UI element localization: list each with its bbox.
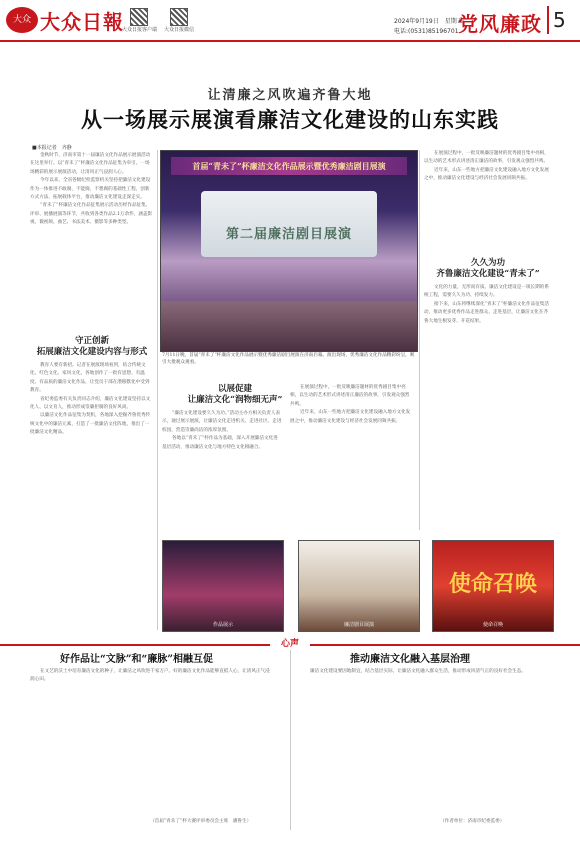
stage-floor [161, 301, 417, 351]
bottom-left-title: 好作品让“文脉”和“廉脉”相融互促 [60, 654, 214, 665]
photo-caption: 7月11日晚，首届“青未了”杯廉洁文化作品展示暨优秀廉洁剧目展演在济南启幕。演出现场，优秀廉洁文化作品精彩纷呈，吸引大批观众观看。 [162, 353, 415, 365]
article-byline: ■本报记者 齐静 [32, 145, 72, 151]
newspaper-brand: 大众日報 [40, 10, 124, 34]
left-column-text [30, 152, 154, 332]
bottom-right-sign [440, 818, 550, 828]
paragraph: 各地以“青未了”杯作品为基础，深入开展廉洁文化进基层活动，推动廉洁文化与地方特色文化相融合。 [162, 436, 278, 450]
paragraph: 以廉洁文化作品征集为契机，各地深入挖掘齐鲁优秀传统文化中的廉洁元素，打造了一批廉洁文化阵地，推出了一批廉洁文化精品。 [30, 413, 151, 436]
divider-label: 心声 [270, 637, 310, 651]
right-column-text [424, 150, 552, 258]
stage-banner: 首届“青未了”杯廉洁文化作品展示暨优秀廉洁剧目展演 [171, 157, 407, 175]
paragraph: 金秋时节，济南市第十一届廉洁文化作品展示展演活动在这里举行。以“青未了”杯廉洁文化作品征集为牵引，一场场精彩的展示展演活动，让清风正气浸润人心。 [30, 153, 151, 175]
bottom-left-sign [150, 818, 290, 828]
paragraph: 省纪委监委有关负责同志介绍，廉洁文化建设坚持以文化人、以文育人，推动形成崇廉拒腐的良好风尚。 [30, 396, 151, 411]
page-number: 5 [553, 8, 566, 32]
mission-call-title: 使命召唤 [448, 571, 537, 597]
issue-date: 2024年9月19日 星期五 [394, 18, 463, 25]
photo-performance-2 [298, 540, 420, 632]
main-photo [160, 150, 418, 352]
photo-caption: 作品展示 [212, 622, 233, 628]
paragraph: 在展演过程中，一批反映廉洁题材的优秀剧目集中亮相，以生动的艺术形式讲述清正廉洁的故事，引发观众强烈共鸣。 [424, 151, 549, 165]
paragraph: 文化的力量，无形而有质。廉洁文化建设是一项长期的系统工程，需要久久为功、持续发力。 [424, 285, 549, 299]
column-rule [157, 150, 158, 630]
paragraph: 今年以来，全省各级纪检监察机关坚持把廉洁文化建设作为一体推进不敢腐、不能腐、不想腐的基础性工程，创新方式方法，拓展载体平台，推动廉洁文化建设走深走实。 [30, 178, 151, 201]
article-kicker: 让清廉之风吹遍齐鲁大地 [207, 88, 373, 103]
right-subhead: 久久为功 齐鲁廉洁文化建设“青未了” [436, 258, 540, 279]
masthead [0, 0, 580, 42]
qr-label-app: 大众日报客户端 [122, 27, 158, 33]
left-subhead: 守正创新 拓展廉洁文化建设内容与形式 [36, 336, 148, 357]
bottom-left-text [30, 668, 270, 818]
photo-caption: 廉洁剧目展演 [343, 622, 374, 628]
qr-code-icon [130, 8, 148, 26]
section-title: 党风廉政 [458, 12, 542, 36]
paragraph: “廉洁文化建设要久久为功。”活动主办方相关负责人表示，通过展示展演，让廉洁文化走进机关、走进社区、走进校园，营造崇廉尚洁的浓厚氛围。 [162, 411, 282, 433]
column-rule [290, 650, 291, 830]
photo-performance-3 [432, 540, 554, 632]
author-note: （首届“青未了”杯大赛评审委员会主席 潘鲁生） [150, 819, 252, 824]
article-headline: 从一场展示展演看廉洁文化建设的山东实践 [81, 107, 499, 132]
left-column-text-2 [30, 362, 154, 632]
middle-subhead: 以展促建 让廉洁文化“润物细无声” [187, 384, 283, 405]
paragraph: 在展演过程中，一批反映廉洁题材的优秀剧目集中亮相，以生动的艺术形式讲述清正廉洁的故事，引发观众强烈共鸣。 [290, 385, 410, 407]
paragraph: 廉洁文化建设要因地制宜，结合基层实际，让廉洁文化融入群众生活，推动形成风清气正的良好社会生态。 [310, 669, 526, 674]
qr-label-wechat: 大众日报微信 [164, 27, 195, 33]
bottom-right-text [300, 668, 550, 818]
bottom-right-title: 推动廉洁文化融入基层治理 [350, 654, 470, 665]
newspaper-logo-icon: 大众 [6, 7, 38, 33]
paragraph: 在文艺的沃土中培育廉洁文化的种子，让廉洁之风吹进千家万户。好的廉洁文化作品能够直抵人心，让清风正气浸润心田。 [30, 669, 270, 683]
paragraph: 近年来，山东一些地方把廉洁文化建设融入地方文化发展之中，推动廉洁文化建设与经济社会发展同频共振。 [424, 167, 549, 182]
paragraph: “青未了”杯廉洁文化作品征集展示活动历经作品征集、评审、展播展演等环节，共收到各类作品2.1万余件，涵盖影视、微视频、曲艺、书法美术、摄影等多种类型。 [30, 203, 153, 226]
right-column-text-2 [424, 284, 552, 530]
column-rule [419, 150, 420, 530]
author-note: （作者单位：济南市纪委监委） [440, 819, 505, 824]
photo-caption: 使命召唤 [482, 622, 503, 628]
qr-code-icon [170, 8, 188, 26]
paragraph: 教育人要有新招。记者在展演现场看到，结合传统文化、红色文化、家风文化，各地创作了一批有思想、有温度、有品质的廉洁文化作品，让党员干部在潜移默化中受到教育。 [30, 363, 150, 394]
page-divider [547, 6, 549, 34]
editor-phone: 电话:(0531)85196701 [394, 28, 459, 35]
paragraph: 近年来，山东一些地方把廉洁文化建设融入地方文化发展之中，推动廉洁文化建设与经济社会发展同频共振。 [290, 410, 411, 424]
middle-column-text [162, 410, 282, 530]
middle-right-text [290, 384, 414, 530]
paragraph: 接下来，山东将继续深化“青未了”杯廉洁文化作品征集活动，推动更多优秀作品走进群众、走进基层，让廉洁文化在齐鲁大地生根发芽、开花结果。 [424, 301, 549, 324]
stage-screen-text: 第二届廉洁剧目展演 [225, 227, 352, 242]
photo-performance-1 [162, 540, 284, 632]
